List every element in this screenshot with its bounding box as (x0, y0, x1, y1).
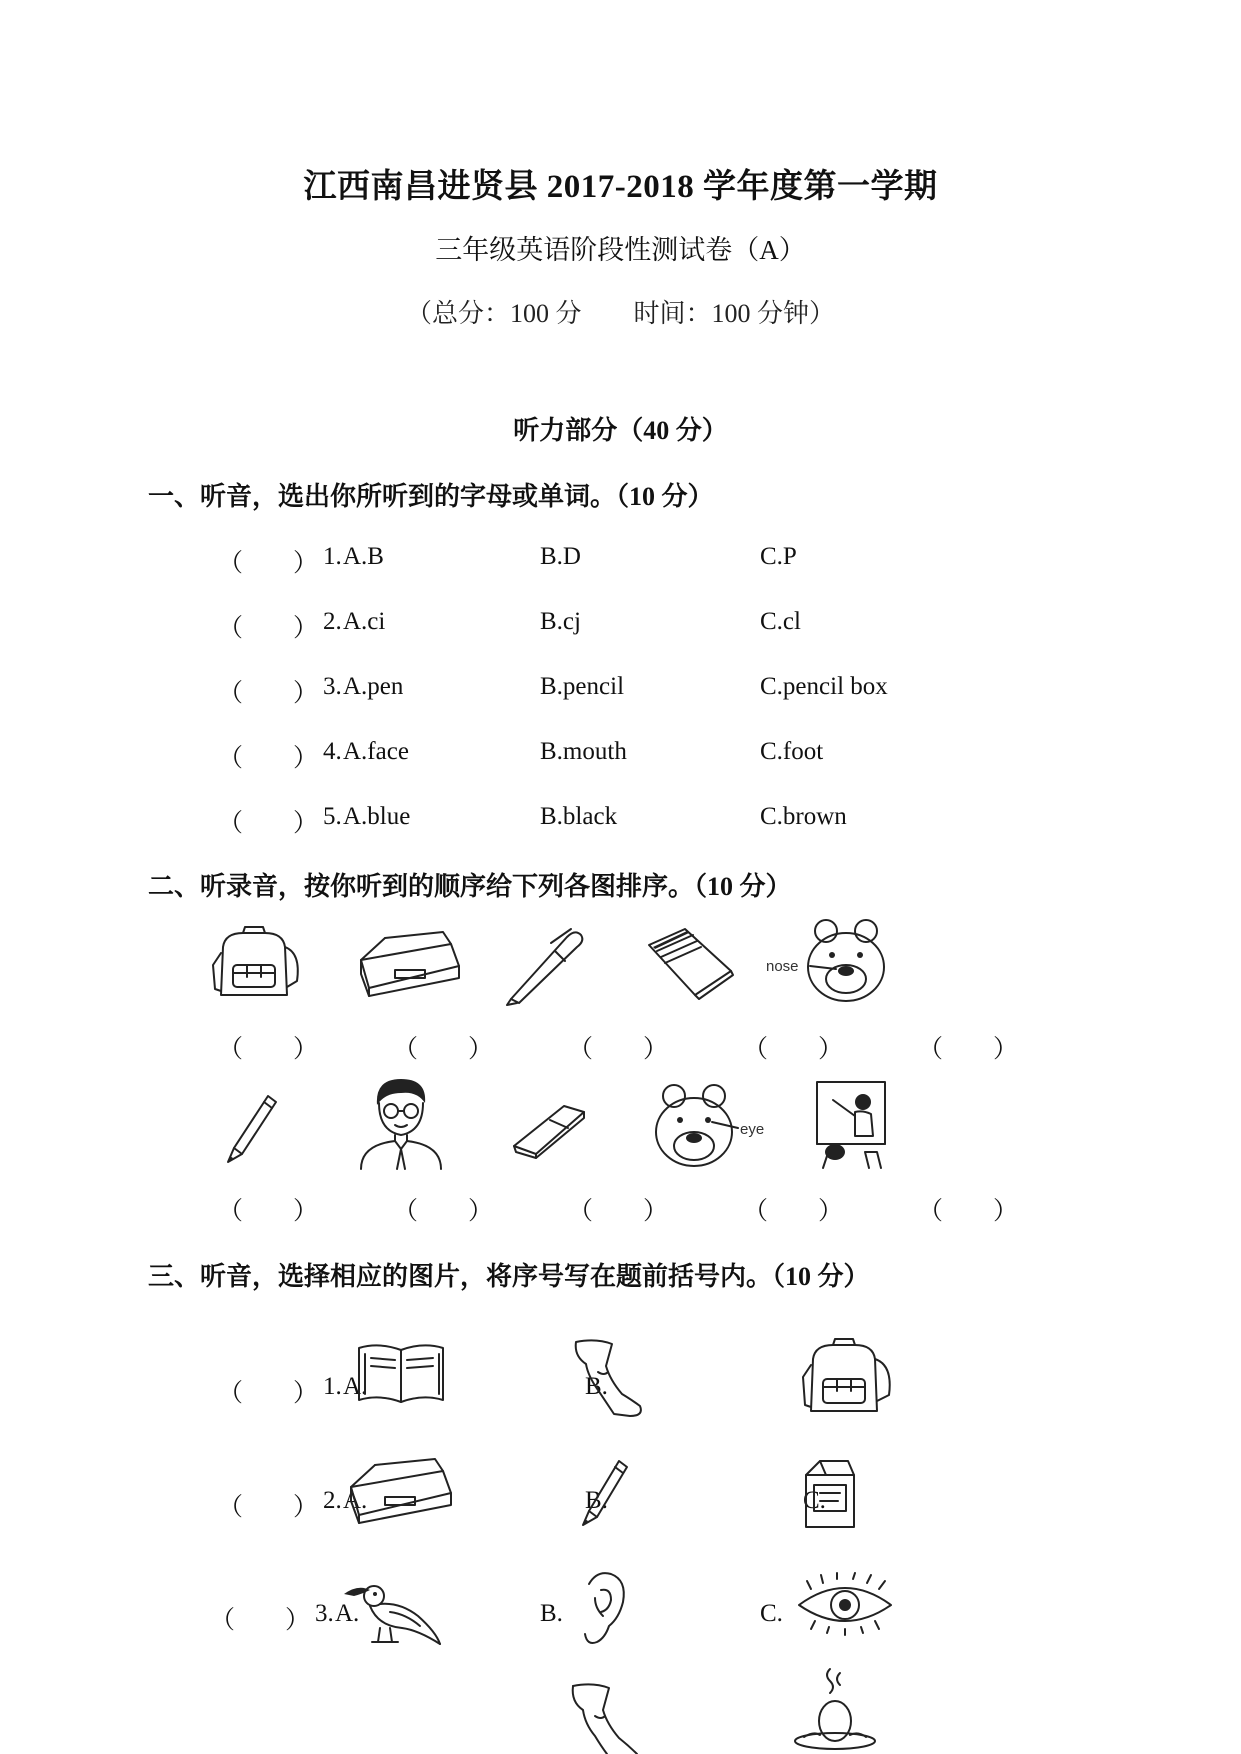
option-b: B.black (540, 803, 618, 830)
answer-blank[interactable]: （ ） (218, 810, 319, 837)
egg-icon (790, 1665, 880, 1754)
eye-label: eye (740, 1121, 765, 1138)
option-b: B. (540, 1600, 563, 1627)
option-c: C. (760, 1600, 783, 1627)
answer-blank[interactable]: （ ） (210, 1607, 311, 1634)
answer-blank[interactable]: （ ） (393, 1198, 494, 1225)
leg-icon (570, 1336, 650, 1421)
option-a: A.ci (343, 608, 386, 635)
eraser-icon (510, 1100, 590, 1160)
question-number: 1. (323, 543, 342, 570)
option-c: C.pencil box (760, 673, 888, 700)
option-c: C.brown (760, 803, 847, 830)
option-a: A. (343, 1373, 368, 1400)
option-c: C.cl (760, 608, 801, 635)
option-b: B. (585, 1487, 608, 1514)
nose-label: nose (766, 958, 799, 975)
answer-blank[interactable]: （ ） (218, 1198, 319, 1225)
section-3-heading: 三、听音，选择相应的图片，将序号写在题前括号内。（10 分） (148, 1262, 870, 1291)
option-a: A. (343, 1487, 368, 1514)
option-a: A. (335, 1600, 360, 1627)
pencil-icon (220, 1090, 280, 1165)
answer-blank[interactable]: （ ） (218, 1036, 319, 1063)
answer-blank[interactable]: （ ） (393, 1036, 494, 1063)
question-number: 1. (323, 1373, 342, 1400)
answer-blank[interactable]: （ ） (218, 680, 319, 707)
schoolbag-icon (205, 925, 305, 1005)
listening-part-heading: 听力部分（40 分） (513, 416, 728, 445)
ear-icon (575, 1568, 630, 1648)
option-b: B.pencil (540, 673, 625, 700)
answer-blank[interactable]: （ ） (218, 615, 319, 642)
question-number: 2. (323, 1487, 342, 1514)
boy-icon (355, 1075, 445, 1170)
answer-blank[interactable]: （ ） (743, 1198, 844, 1225)
pencil-icon (575, 1455, 635, 1530)
answer-blank[interactable]: （ ） (568, 1036, 669, 1063)
answer-blank[interactable]: （ ） (568, 1198, 669, 1225)
page-title: 江西南昌进贤县 2017-2018 学年度第一学期 (303, 169, 938, 205)
option-b: B.D (540, 543, 581, 570)
bird-icon (340, 1580, 445, 1650)
answer-blank[interactable]: （ ） (218, 1380, 319, 1407)
answer-blank[interactable]: （ ） (218, 745, 319, 772)
option-b: B.cj (540, 608, 581, 635)
option-a: A.face (343, 738, 409, 765)
pencil-box-icon (355, 930, 465, 1000)
schoolbag-icon (795, 1335, 900, 1420)
page-subtitle: 三年级英语阶段性测试卷（A） (435, 235, 806, 265)
teacher-icon (815, 1080, 890, 1170)
notebook-icon (645, 925, 735, 1000)
answer-blank[interactable]: （ ） (218, 550, 319, 577)
bear-eye-icon (650, 1080, 780, 1170)
option-a: A.blue (343, 803, 411, 830)
exam-meta: （总分：100 分 时间：100 分钟） (405, 299, 835, 328)
leg-icon (565, 1680, 655, 1754)
answer-blank[interactable]: （ ） (218, 1494, 319, 1521)
section-1-heading: 一、听音，选出你所听到的字母或单词。（10 分） (148, 482, 714, 511)
book-icon (355, 1340, 450, 1405)
question-number: 4. (323, 738, 342, 765)
answer-blank[interactable]: （ ） (743, 1036, 844, 1063)
question-number: 3. (323, 673, 342, 700)
option-c: C. (803, 1487, 826, 1514)
pen-icon (505, 925, 585, 1005)
question-number: 3. (315, 1600, 334, 1627)
answer-blank[interactable]: （ ） (918, 1198, 1019, 1225)
option-b: B.mouth (540, 738, 627, 765)
option-a: A.B (343, 543, 384, 570)
option-a: A.pen (343, 673, 404, 700)
question-number: 2. (323, 608, 342, 635)
bear-nose-icon (760, 915, 890, 1005)
option-c: C.foot (760, 738, 824, 765)
eye-icon (795, 1575, 895, 1635)
section-2-heading: 二、听录音，按你听到的顺序给下列各图排序。（10 分） (148, 872, 792, 901)
option-b: B. (585, 1373, 608, 1400)
option-c: C.P (760, 543, 797, 570)
milk-carton-icon (800, 1455, 860, 1530)
answer-blank[interactable]: （ ） (918, 1036, 1019, 1063)
pencil-box-icon (345, 1455, 460, 1527)
question-number: 5. (323, 803, 342, 830)
